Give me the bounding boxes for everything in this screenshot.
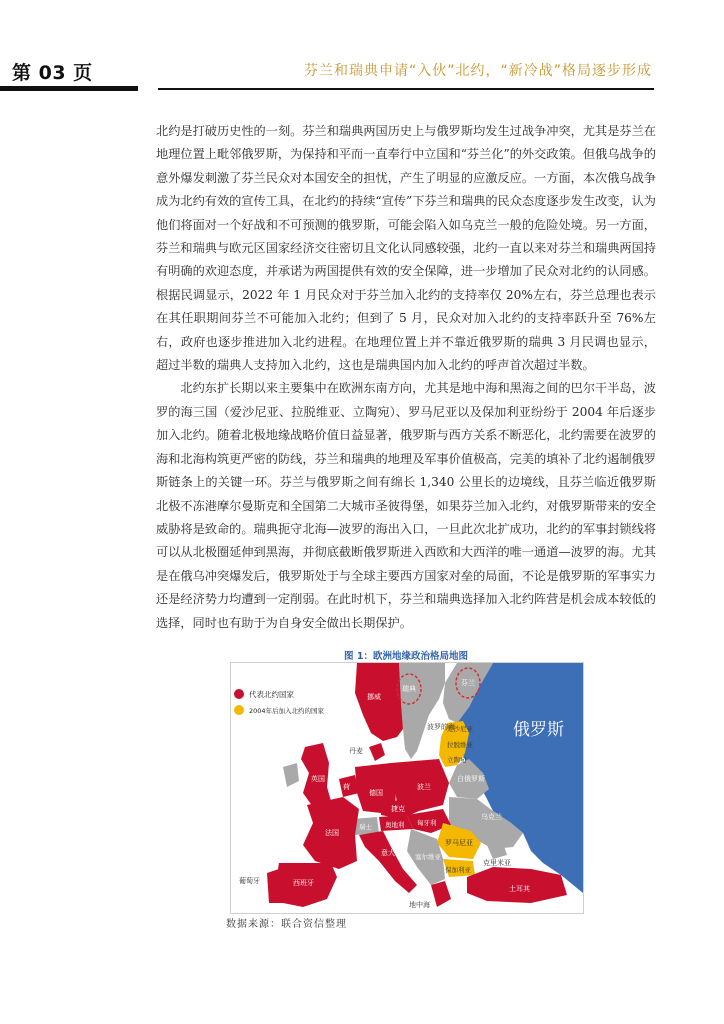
label-sweden: 瑞典 [402, 685, 416, 693]
label-bulgaria: 保加利亚 [445, 866, 471, 874]
label-uk: 英国 [311, 775, 325, 783]
figure-caption: 图 1：欧洲地缘政治格局地图 [344, 651, 468, 662]
label-czech: 捷克 [391, 805, 405, 813]
label-denmark: 丹麦 [349, 747, 363, 755]
label-romania: 罗马尼亚 [445, 839, 473, 847]
label-russia: 俄罗斯 [513, 720, 564, 740]
label-baltic-sea: 波罗的海 [427, 723, 455, 731]
region-ireland [283, 763, 299, 787]
label-mediterranean: 地中海 [409, 901, 430, 909]
label-switzerland: 瑞士 [359, 823, 372, 831]
header-rule-left [0, 86, 138, 91]
label-netherlands: 荷 [343, 783, 350, 791]
label-belarus: 白俄罗斯 [457, 775, 485, 783]
label-italy: 意大利 [381, 849, 402, 857]
legend-new-nato-dot [234, 705, 244, 715]
region-denmark [369, 743, 385, 761]
label-turkey: 土耳其 [509, 885, 530, 893]
label-austria: 奥地利 [385, 821, 405, 829]
body-text [156, 120, 656, 635]
paragraph-1: 北约是打破历史性的一刻。芬兰和瑞典两国历史上与俄罗斯均发生过战争冲突，尤其是芬兰在地理位置上毗邻俄罗斯，为保持和平而一直奉行中立国和“芬兰化”的外交政策。但俄乌战争的意外爆发刺激了芬兰民众对本国安全的担忧，产生了明显的应激反应。一方面，本次俄乌战争成为北约有效的宣传工具，在北约的持续“宣传”下芬兰和瑞典的民众态度逐步发生改变，认为他们将面对一个好战和不可预测的俄罗斯，可能会陷入如乌克兰一般的危险处境。另一方面，芬兰和瑞典与欧元区国家经济交往密切且文化认同感较强，北约一直以来对芬兰和瑞典两国持有明确的欢迎态度，并承诺为两国提供有效的安全保障，进一步增加了民众对北约的认同感。根据民调显示，2022 年 1 月民众对于芬兰加入北约的支持率仅 20%左右，芬兰总理也表示在其任职期间芬兰不可能加入北约；但到了 5 月，民众对加入北约的支持率跃升至 76%左右，政府也逐步推进加入北约进程。在地理位置上并不靠近俄罗斯的瑞典 3 月民调也显示，超过半数的瑞典人支持加入北约，这也是瑞典国内加入北约的呼声首次超过半数。 [156, 124, 656, 373]
label-crimea: 克里米亚 [483, 859, 511, 867]
label-france: 法国 [325, 829, 339, 837]
label-estonia: 爱沙尼亚 [447, 725, 473, 733]
label-latvia: 拉脱维亚 [447, 741, 473, 749]
label-finland: 芬兰 [461, 679, 475, 687]
figure-source: 数据来源：联合资信整理 [226, 919, 347, 930]
page-number: 第 03 页 [12, 62, 93, 84]
label-lithuania: 立陶宛 [447, 756, 467, 764]
report-title: 芬兰和瑞典申请“入伙”北约，“新冷战”格局逐步形成 [303, 63, 652, 79]
label-germany: 德国 [369, 789, 383, 797]
header-rule-right [158, 88, 654, 90]
label-poland: 波兰 [417, 783, 431, 791]
region-greece [431, 881, 451, 907]
label-spain: 西班牙 [293, 879, 314, 887]
legend-nato-dot [234, 689, 244, 699]
legend-new-nato-label: 2004年后加入北约的国家 [249, 707, 325, 715]
map-svg [231, 663, 583, 913]
label-serbia: 塞尔维亚 [415, 853, 441, 861]
legend-nato-label: 代表北约国家 [249, 690, 294, 699]
region-norway [355, 663, 403, 741]
region-italy [359, 831, 417, 893]
europe-map [230, 662, 584, 914]
label-portugal: 葡萄牙 [239, 877, 260, 885]
region-sweden [399, 663, 445, 759]
paragraph-2: 北约东扩长期以来主要集中在欧洲东南方向，尤其是地中海和黑海之间的巴尔干半岛，波罗的海三国（爱沙尼亚、拉脱维亚、立陶宛）、罗马尼亚以及保加利亚纷纷于 2004 年后逐步加入北约。随着北极地缘战略价值日益显著，俄罗斯与西方关系不断恶化，北约需要在波罗的海和北海构筑更严密的防线，芬兰和瑞典的地理及军事价值极高，完美的填补了北约遏制俄罗斯链条上的关键一环。芬兰与俄罗斯之间有绵长 1,340 公里长的边境线，且芬兰临近俄罗斯北极不冻港摩尔曼斯克和全国第二大城市圣彼得堡，如果芬兰加入北约，对俄罗斯带来的安全威胁将是致命的。瑞典扼守北海—波罗的海出入口，一旦此次北扩成功，北约的军事封锁线将可以从北极圈延伸到黑海，并彻底截断俄罗斯进入西欧和大西洋的唯一通道—波罗的海。尤其是在俄乌冲突爆发后，俄罗斯处于与全球主要西方国家对垒的局面，不论是俄罗斯的军事实力还是经济势力均遭到一定削弱。在此时机下，芬兰和瑞典选择加入北约阵营是机会成本较低的选择，同时也有助于为自身安全做出长期保护。 [156, 381, 656, 630]
label-ukraine: 乌克兰 [481, 813, 502, 821]
label-hungary: 匈牙利 [417, 819, 437, 827]
label-norway: 挪威 [367, 693, 381, 701]
